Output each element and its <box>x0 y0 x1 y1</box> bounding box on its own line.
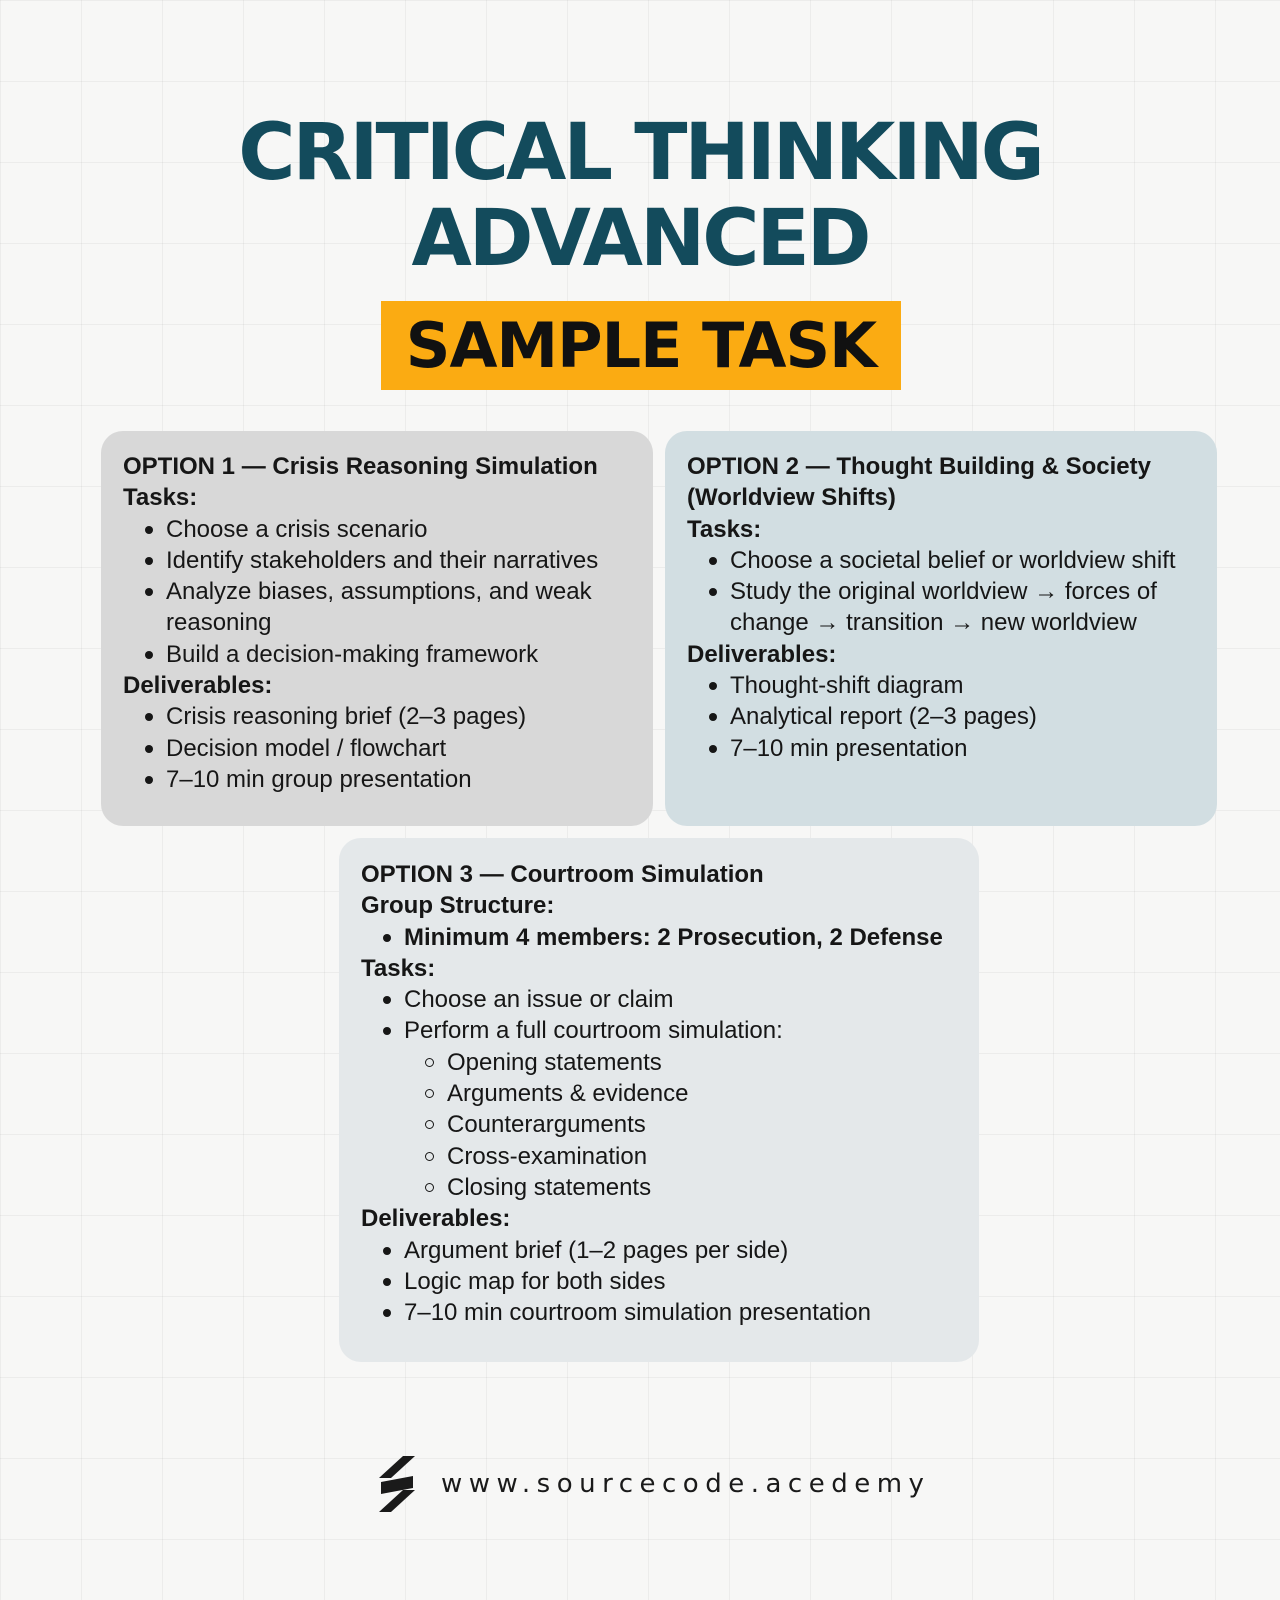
list-item: Arguments & evidence <box>361 1078 957 1109</box>
list-item: Analyze biases, assumptions, and weak reasoning <box>123 576 631 639</box>
option-3-subtasks-list <box>361 1047 957 1203</box>
title-line-2: ADVANCED <box>411 194 869 284</box>
option-3-heading: OPTION 3 — Courtroom Simulation <box>361 861 764 888</box>
list-item: Logic map for both sides <box>361 1266 957 1297</box>
website-url[interactable]: www.sourcecode.acedemy <box>441 1469 931 1499</box>
option-3-deliverables-list <box>361 1235 957 1329</box>
list-item: Closing statements <box>361 1172 957 1203</box>
title-line-1: CRITICAL THINKING <box>238 108 1042 198</box>
option-2-tasks-label: Tasks: <box>687 515 762 543</box>
option-3-group-label: Group Structure: <box>361 892 555 920</box>
list-item: Study the original worldview → forces of change → transition → new worldview <box>687 576 1195 639</box>
s-logo-icon <box>377 1454 417 1514</box>
option-1-card <box>101 431 653 826</box>
list-item: Cross-examination <box>361 1141 957 1172</box>
list-item: Minimum 4 members: 2 Prosecution, 2 Defense <box>361 922 957 953</box>
list-item: Crisis reasoning brief (2–3 pages) <box>123 701 631 732</box>
option-3-deliverables-label: Deliverables: <box>361 1205 511 1233</box>
list-item: Counterarguments <box>361 1109 957 1140</box>
option-1-deliverables-list <box>123 701 631 795</box>
option-3-tasks-label: Tasks: <box>361 954 436 982</box>
option-3-card <box>339 838 979 1362</box>
list-item: Decision model / flowchart <box>123 733 631 764</box>
option-3-tasks-list <box>361 984 957 1047</box>
sample-task-banner <box>381 301 901 390</box>
list-item: Build a decision-making framework <box>123 639 631 670</box>
list-item: Choose an issue or claim <box>361 984 957 1015</box>
option-1-deliverables-label: Deliverables: <box>123 672 273 700</box>
list-item: Choose a crisis scenario <box>123 514 631 545</box>
option-1-tasks-list <box>123 514 631 670</box>
list-item: Identify stakeholders and their narratives <box>123 545 631 576</box>
list-item: Analytical report (2–3 pages) <box>687 701 1195 732</box>
list-item: Choose a societal belief or worldview shift <box>687 545 1195 576</box>
option-2-tasks-list <box>687 545 1195 639</box>
option-2-card <box>665 431 1217 826</box>
option-3-group-list <box>361 922 957 953</box>
list-item: Argument brief (1–2 pages per side) <box>361 1235 957 1266</box>
option-2-deliverables-list <box>687 670 1195 764</box>
option-1-tasks-label: Tasks: <box>123 484 198 512</box>
footer <box>377 1454 930 1514</box>
option-2-deliverables-label: Deliverables: <box>687 640 837 668</box>
banner-text: SAMPLE TASK <box>405 309 877 382</box>
list-item: 7–10 min presentation <box>687 733 1195 764</box>
list-item: 7–10 min courtroom simulation presentation <box>361 1297 957 1328</box>
list-item: 7–10 min group presentation <box>123 764 631 795</box>
option-1-heading: OPTION 1 — Crisis Reasoning Simulation <box>123 453 598 480</box>
option-2-heading: OPTION 2 — Thought Building & Society (Worldview Shifts) <box>687 453 1151 512</box>
list-item: Perform a full courtroom simulation: <box>361 1015 957 1046</box>
list-item: Thought-shift diagram <box>687 670 1195 701</box>
list-item: Opening statements <box>361 1047 957 1078</box>
